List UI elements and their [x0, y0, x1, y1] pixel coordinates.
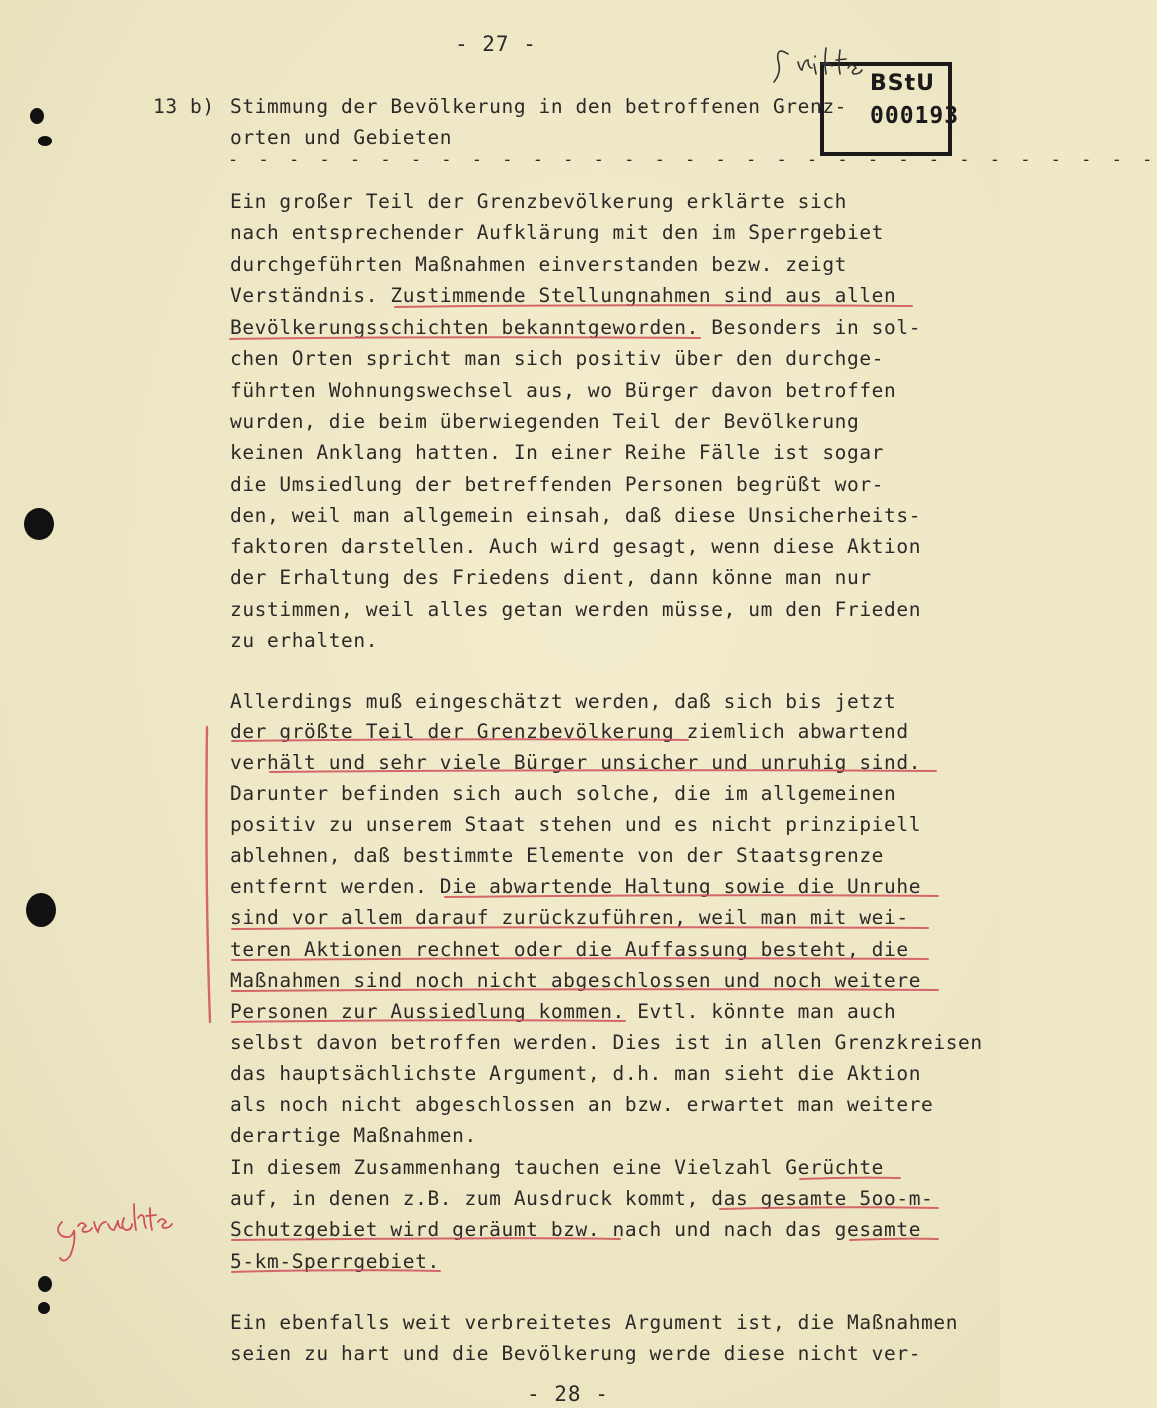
text-line: auf, in denen z.B. zum Ausdruck kommt, das gesamte 5oo-m- [230, 1187, 934, 1210]
stamp-archive-label: BStU [870, 71, 935, 96]
underline-mark [720, 1207, 938, 1209]
underline-mark [232, 958, 928, 960]
text-line: keinen Anklang hatten. In einer Reihe Fälle ist sogar [230, 441, 885, 464]
text-line: der größte Teil der Grenzbevölkerung ziemlich abwartend [230, 720, 909, 743]
text-line: faktoren darstellen. Auch wird gesagt, wenn diese Aktion [230, 535, 922, 558]
heading-line-1: Stimmung der Bevölkerung in den betroffenen Grenz- [230, 95, 847, 118]
text-line: seien zu hart und die Bevölkerung werde diese nicht ver- [230, 1342, 922, 1365]
text-line: führten Wohnungswechsel aus, wo Bürger davon betroffen [230, 379, 897, 402]
heading-number: 13 b) [153, 95, 215, 118]
margin-line-mark [206, 727, 210, 1022]
underline-mark [232, 739, 688, 741]
signature-scribble [774, 48, 862, 82]
text-line: wurden, die beim überwiegenden Teil der Bevölkerung [230, 410, 860, 433]
text-line: sind vor allem darauf zurückzuführen, weil man mit wei- [230, 906, 909, 929]
text-line: zu erhalten. [230, 629, 379, 652]
page-number-top: - 27 - [455, 32, 537, 56]
text-line: Bevölkerungsschichten bekanntgeworden. Besonders in sol- [230, 316, 922, 339]
underline-mark [270, 770, 936, 772]
text-line: Darunter befinden sich auch solche, die im allgemeinen [230, 782, 897, 805]
underline-mark [232, 1020, 625, 1022]
underline-mark [850, 1239, 938, 1240]
underline-mark [232, 1270, 440, 1272]
text-line: Personen zur Aussiedlung kommen. Evtl. könnte man auch [230, 1000, 897, 1023]
text-line: Schutzgebiet wird geräumt bzw. nach und nach das gesamte [230, 1218, 922, 1241]
text-line: verhält und sehr viele Bürger unsicher und unruhig sind. [230, 751, 922, 774]
text-line: Verständnis. Zustimmende Stellungnahmen sind aus allen [230, 284, 897, 307]
underline-mark [800, 1178, 900, 1179]
text-line: als noch nicht abgeschlossen an bzw. erwartet man weitere [230, 1093, 934, 1116]
text-line: Allerdings muß eingeschätzt werden, daß sich bis jetzt [230, 690, 897, 713]
text-line: die Umsiedlung der betreffenden Personen begrüßt wor- [230, 473, 885, 496]
page-number-bottom: - 28 - [527, 1382, 609, 1406]
text-line: chen Orten spricht man sich positiv über den durchge- [230, 347, 885, 370]
underline-mark [232, 989, 938, 991]
underline-mark [445, 895, 938, 897]
underline-mark [230, 337, 700, 339]
underline-mark [232, 927, 928, 929]
heading-line-2: orten und Gebieten [230, 126, 453, 149]
underline-mark [395, 305, 912, 307]
text-line: In diesem Zusammenhang tauchen eine Vielzahl Gerüchte [230, 1156, 885, 1179]
heading-underline: - - - - - - - - - - - - - - - - - - - - - - - - - - - - - - - [228, 150, 1157, 170]
text-line: Ein großer Teil der Grenzbevölkerung erklärte sich [230, 190, 847, 213]
stamp-archive-number: 000193 [870, 103, 960, 129]
text-line: entfernt werden. Die abwartende Haltung sowie die Unruhe [230, 875, 922, 898]
text-line: selbst davon betroffen werden. Dies ist in allen Grenzkreisen [230, 1031, 983, 1054]
text-line: zustimmen, weil alles getan werden müsse, um den Frieden [230, 598, 922, 621]
text-line: das hauptsächlichste Argument, d.h. man sieht die Aktion [230, 1062, 922, 1085]
text-line: positiv zu unserem Staat stehen und es nicht prinzipiell [230, 813, 922, 836]
text-line: durchgeführten Maßnahmen einverstanden bezw. zeigt [230, 253, 847, 276]
text-line: ablehnen, daß bestimmte Elemente von der Staatsgrenze [230, 844, 885, 867]
text-line: der Erhaltung des Friedens dient, dann könne man nur [230, 566, 872, 589]
text-line: 5-km-Sperrgebiet. [230, 1250, 440, 1273]
underline-mark [232, 1238, 620, 1240]
text-line: nach entsprechender Aufklärung mit den im Sperrgebiet [230, 221, 885, 244]
text-line: derartige Maßnahmen. [230, 1124, 477, 1147]
text-line: Ein ebenfalls weit verbreitetes Argument ist, die Maßnahmen [230, 1311, 959, 1334]
margin-note-scribble [58, 1204, 172, 1261]
text-line: teren Aktionen rechnet oder die Auffassung besteht, die [230, 938, 909, 961]
text-line: den, weil man allgemein einsah, daß diese Unsicherheits- [230, 504, 922, 527]
text-line: Maßnahmen sind noch nicht abgeschlossen und noch weitere [230, 969, 922, 992]
